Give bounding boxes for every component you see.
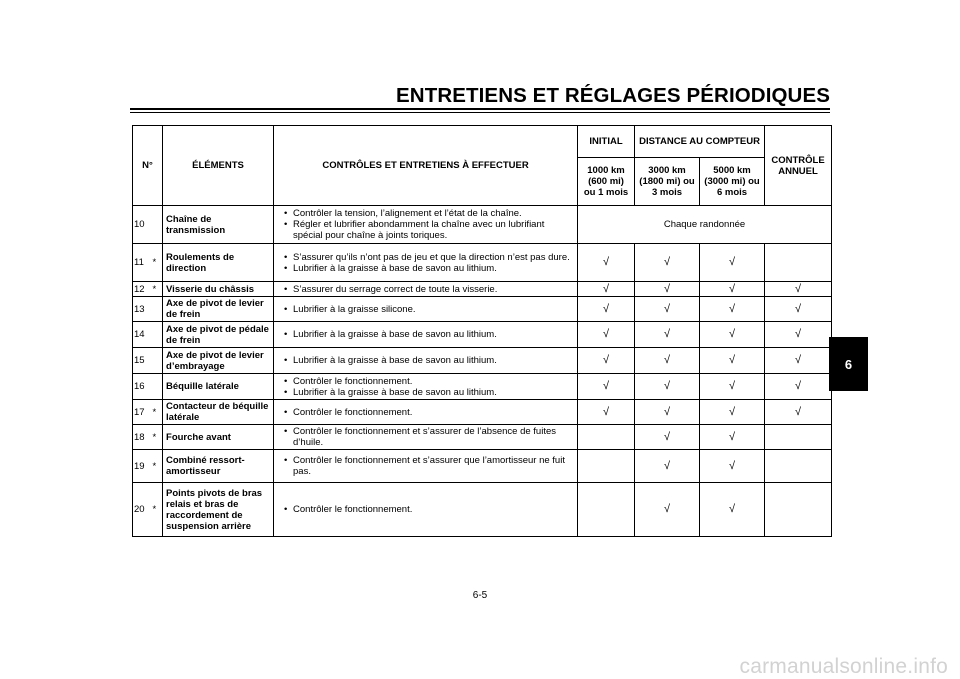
row-star: *: [153, 244, 163, 282]
check-cell: √: [765, 400, 832, 425]
row-star: [153, 348, 163, 374]
check-cell: √: [765, 374, 832, 400]
check-cell: √: [700, 322, 765, 348]
table-row: [133, 297, 832, 322]
table-row: [133, 282, 832, 297]
row-controls: [274, 450, 578, 483]
check-cell: √: [700, 374, 765, 400]
row-star: *: [153, 400, 163, 425]
control-item: • Lubrifier à la graisse à base de savon au lithium.: [293, 263, 574, 274]
check-cell: [765, 425, 832, 450]
check-cell: [578, 450, 635, 483]
row-star: [153, 206, 163, 244]
check-cell: √: [635, 400, 700, 425]
header-col-3000: 3000 km (1800 mi) ou 3 mois: [635, 158, 700, 206]
row-element: Roulements de direction: [163, 244, 274, 282]
check-cell: √: [635, 322, 700, 348]
row-element: Axe de pivot de levier de frein: [163, 297, 274, 322]
title-rule-thin: [130, 112, 830, 113]
control-item: • Contrôler le fonctionnement.: [293, 504, 574, 515]
table-row: [133, 322, 832, 348]
control-item: • Contrôler le fonctionnement et s’assurer que l’amortisseur ne fuit pas.: [293, 455, 574, 477]
table-row: [133, 244, 832, 282]
check-cell: √: [635, 348, 700, 374]
check-cell: √: [700, 483, 765, 537]
row-element: Chaîne de transmission: [163, 206, 274, 244]
table-row: [133, 483, 832, 537]
header-distance: DISTANCE AU COMPTEUR: [635, 126, 765, 158]
control-item: • S’assurer du serrage correct de toute la visserie.: [293, 284, 574, 295]
row-controls: [274, 297, 578, 322]
table-body: [133, 206, 832, 537]
check-cell: √: [700, 425, 765, 450]
row-number: 16: [133, 374, 153, 400]
check-cell: √: [635, 244, 700, 282]
maintenance-table: [132, 125, 832, 537]
check-cell: √: [578, 244, 635, 282]
check-cell: [765, 483, 832, 537]
row-element: Axe de pivot de pédale de frein: [163, 322, 274, 348]
check-cell: √: [578, 374, 635, 400]
check-cell: [578, 425, 635, 450]
check-cell: √: [578, 322, 635, 348]
row-element: Fourche avant: [163, 425, 274, 450]
check-cell: √: [700, 348, 765, 374]
control-item: • S’assurer qu’ils n’ont pas de jeu et que la direction n’est pas dure.: [293, 252, 574, 263]
header-initial: INITIAL: [578, 126, 635, 158]
table-row: [133, 425, 832, 450]
header-num: N°: [133, 126, 163, 206]
row-star: [153, 322, 163, 348]
chapter-tab[interactable]: 6: [829, 337, 868, 391]
page-title: ENTRETIENS ET RÉGLAGES PÉRIODIQUES: [396, 84, 830, 107]
row-number: 14: [133, 322, 153, 348]
check-cell: √: [765, 282, 832, 297]
row-controls: [274, 425, 578, 450]
row-controls: [274, 206, 578, 244]
row-element: Axe de pivot de levier d’embrayage: [163, 348, 274, 374]
row-element: Béquille latérale: [163, 374, 274, 400]
check-cell: √: [578, 348, 635, 374]
watermark: carmanualsonline.info: [739, 655, 948, 678]
row-star: *: [153, 483, 163, 537]
row-controls: [274, 282, 578, 297]
control-item: • Contrôler le fonctionnement.: [293, 376, 574, 387]
check-cell: √: [700, 297, 765, 322]
check-cell: √: [700, 450, 765, 483]
row-controls: [274, 244, 578, 282]
page-number: 6-5: [472, 590, 488, 601]
row-number: 19: [133, 450, 153, 483]
row-star: [153, 297, 163, 322]
check-cell: √: [765, 348, 832, 374]
control-item: • Lubrifier à la graisse à base de savon au lithium.: [293, 387, 574, 398]
check-cell: √: [700, 400, 765, 425]
check-cell: √: [765, 322, 832, 348]
row-controls: [274, 400, 578, 425]
row-star: *: [153, 282, 163, 297]
row-number: 17: [133, 400, 153, 425]
row-star: [153, 374, 163, 400]
row-interval-span: Chaque randonnée: [578, 206, 832, 244]
table-row: [133, 374, 832, 400]
check-cell: √: [635, 483, 700, 537]
check-cell: √: [700, 244, 765, 282]
table-row: [133, 206, 832, 244]
check-cell: [765, 450, 832, 483]
row-star: *: [153, 425, 163, 450]
check-cell: √: [700, 282, 765, 297]
row-element: Contacteur de béquille latérale: [163, 400, 274, 425]
row-controls: [274, 348, 578, 374]
row-element: Visserie du châssis: [163, 282, 274, 297]
row-number: 20: [133, 483, 153, 537]
check-cell: √: [578, 282, 635, 297]
row-element: Points pivots de bras relais et bras de raccordement de suspension arrière: [163, 483, 274, 537]
row-controls: [274, 483, 578, 537]
check-cell: √: [578, 400, 635, 425]
table-row: [133, 450, 832, 483]
header-controls: CONTRÔLES ET ENTRETIENS À EFFECTUER: [274, 126, 578, 206]
row-number: 10: [133, 206, 153, 244]
check-cell: √: [578, 297, 635, 322]
check-cell: √: [765, 297, 832, 322]
header-annual: CONTRÔLE ANNUEL: [765, 126, 832, 206]
row-number: 15: [133, 348, 153, 374]
check-cell: √: [635, 282, 700, 297]
check-cell: [765, 244, 832, 282]
header-col-1000: 1000 km (600 mi) ou 1 mois: [578, 158, 635, 206]
control-item: • Contrôler le fonctionnement et s’assurer de l’absence de fuites d’huile.: [293, 426, 574, 448]
row-element: Combiné ressort-amortisseur: [163, 450, 274, 483]
control-item: • Contrôler la tension, l’alignement et l’état de la chaîne.: [293, 208, 574, 219]
check-cell: √: [635, 297, 700, 322]
control-item: • Régler et lubrifier abondamment la chaîne avec un lubrifiant spécial pour chaîne à joints toriques.: [293, 219, 574, 241]
control-item: • Lubrifier à la graisse à base de savon au lithium.: [293, 355, 574, 366]
row-controls: [274, 322, 578, 348]
check-cell: [578, 483, 635, 537]
row-number: 13: [133, 297, 153, 322]
row-controls: [274, 374, 578, 400]
control-item: • Lubrifier à la graisse à base de savon au lithium.: [293, 329, 574, 340]
check-cell: √: [635, 450, 700, 483]
control-item: • Lubrifier à la graisse silicone.: [293, 304, 574, 315]
row-number: 18: [133, 425, 153, 450]
header-col-5000: 5000 km (3000 mi) ou 6 mois: [700, 158, 765, 206]
title-rule-thick: [130, 108, 830, 110]
row-number: 11: [133, 244, 153, 282]
control-item: • Contrôler le fonctionnement.: [293, 407, 574, 418]
header-elements: ÉLÉMENTS: [163, 126, 274, 206]
check-cell: √: [635, 425, 700, 450]
check-cell: √: [635, 374, 700, 400]
table-row: [133, 400, 832, 425]
row-number: 12: [133, 282, 153, 297]
table-row: [133, 348, 832, 374]
row-star: *: [153, 450, 163, 483]
